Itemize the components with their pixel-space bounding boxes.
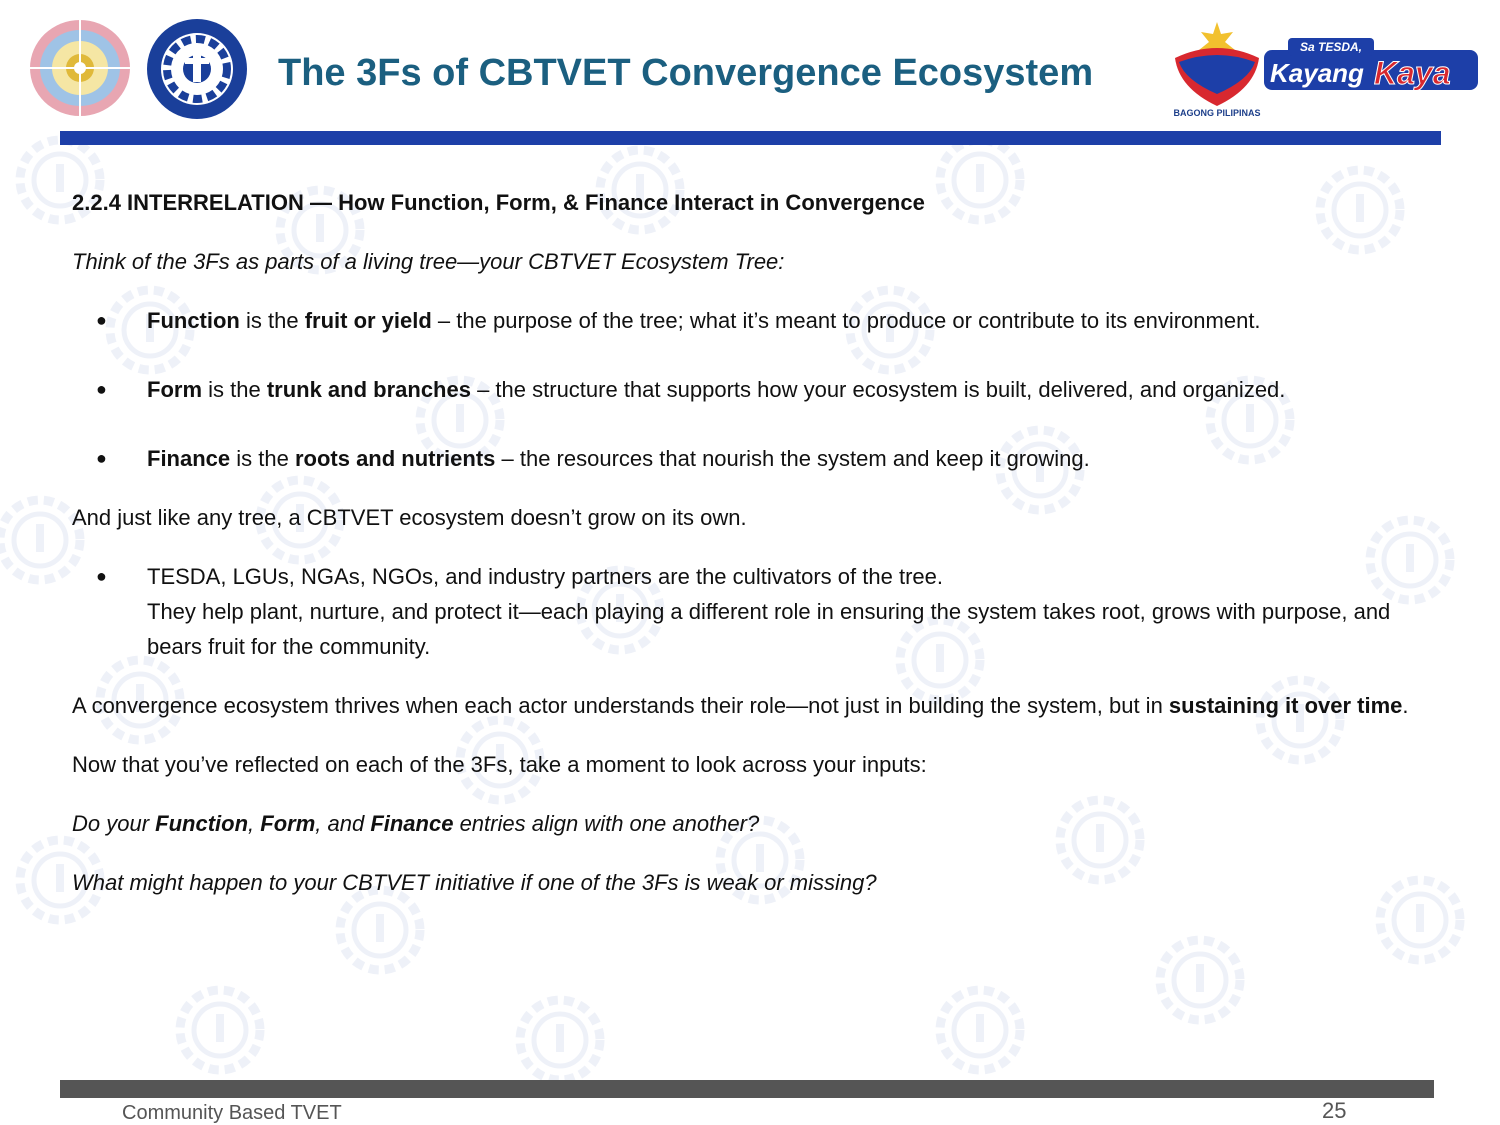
thrive-paragraph: A convergence ecosystem thrives when each actor understands their role—not just in building the system, but in sustaining it over time. [72, 693, 1409, 718]
bullet-icon: ● [96, 448, 107, 468]
header-divider-bar [60, 131, 1441, 145]
footer-divider-bar [60, 1080, 1434, 1098]
slogan-top-text: Sa TESDA, [1299, 40, 1363, 54]
cbtvet-framework-logo [28, 18, 132, 118]
term-roots: roots and nutrients [294, 446, 496, 471]
sustaining-emphasis: sustaining it over time [1168, 693, 1403, 718]
term-finance: Finance [147, 446, 231, 471]
list-item-finance: ● Finance is the roots and nutrients – the resources that nourish the system and keep it growing. [72, 441, 1432, 476]
term-function: Function [147, 308, 240, 333]
bagong-pilipinas-text: BAGONG PILIPINAS [1173, 108, 1261, 118]
footer-label: Community Based TVET [122, 1102, 342, 1124]
term-fruit: fruit or yield [304, 308, 432, 333]
term-form: Form [147, 377, 202, 402]
partners-line-1: TESDA, LGUs, NGAs, NGOs, and industry partners are the cultivators of the tree. [147, 564, 943, 589]
section-heading: 2.2.4 INTERRELATION — How Function, Form, & Finance Interact in Convergence [72, 190, 925, 215]
bullet-icon: ● [96, 310, 107, 330]
slogan-kaya-text: Kaya [1374, 55, 1451, 91]
tree-statement: And just like any tree, a CBTVET ecosystem doesn’t grow on its own. [72, 505, 747, 530]
main-content [72, 185, 1432, 924]
list-item-form: ● Form is the trunk and branches – the structure that supports how your ecosystem is built, delivered, and organized. [72, 372, 1432, 407]
partners-list [72, 559, 1432, 664]
list-item-function: ● Function is the fruit or yield – the purpose of the tree; what it’s meant to produce or contribute to its environment. [72, 303, 1432, 338]
slogan-kayang-text: Kayang [1270, 58, 1364, 88]
three-fs-list [72, 303, 1432, 476]
question-align: Do your Function, Form, and Finance entries align with one another? [72, 811, 760, 836]
tesda-seal-logo [145, 18, 249, 120]
partners-line-2: They help plant, nurture, and protect it—each playing a different role in ensuring the system takes root, grows with purpose, and bears fruit for the community. [147, 599, 1391, 659]
bagong-pilipinas-logo [1165, 18, 1269, 120]
question-missing: What might happen to your CBTVET initiative if one of the 3Fs is weak or missing? [72, 870, 877, 895]
bullet-icon: ● [96, 379, 107, 399]
page-title: The 3Fs of CBTVET Convergence Ecosystem [278, 52, 1094, 94]
page-number: 25 [1322, 1098, 1347, 1123]
bullet-icon: ● [96, 566, 107, 586]
kayang-kaya-slogan [1258, 36, 1482, 98]
reflect-paragraph: Now that you’ve reflected on each of the 3Fs, take a moment to look across your inputs: [72, 752, 927, 777]
intro-text: Think of the 3Fs as parts of a living tree—your CBTVET Ecosystem Tree: [72, 249, 785, 274]
term-trunk: trunk and branches [266, 377, 471, 402]
list-item-partners [72, 559, 1432, 664]
